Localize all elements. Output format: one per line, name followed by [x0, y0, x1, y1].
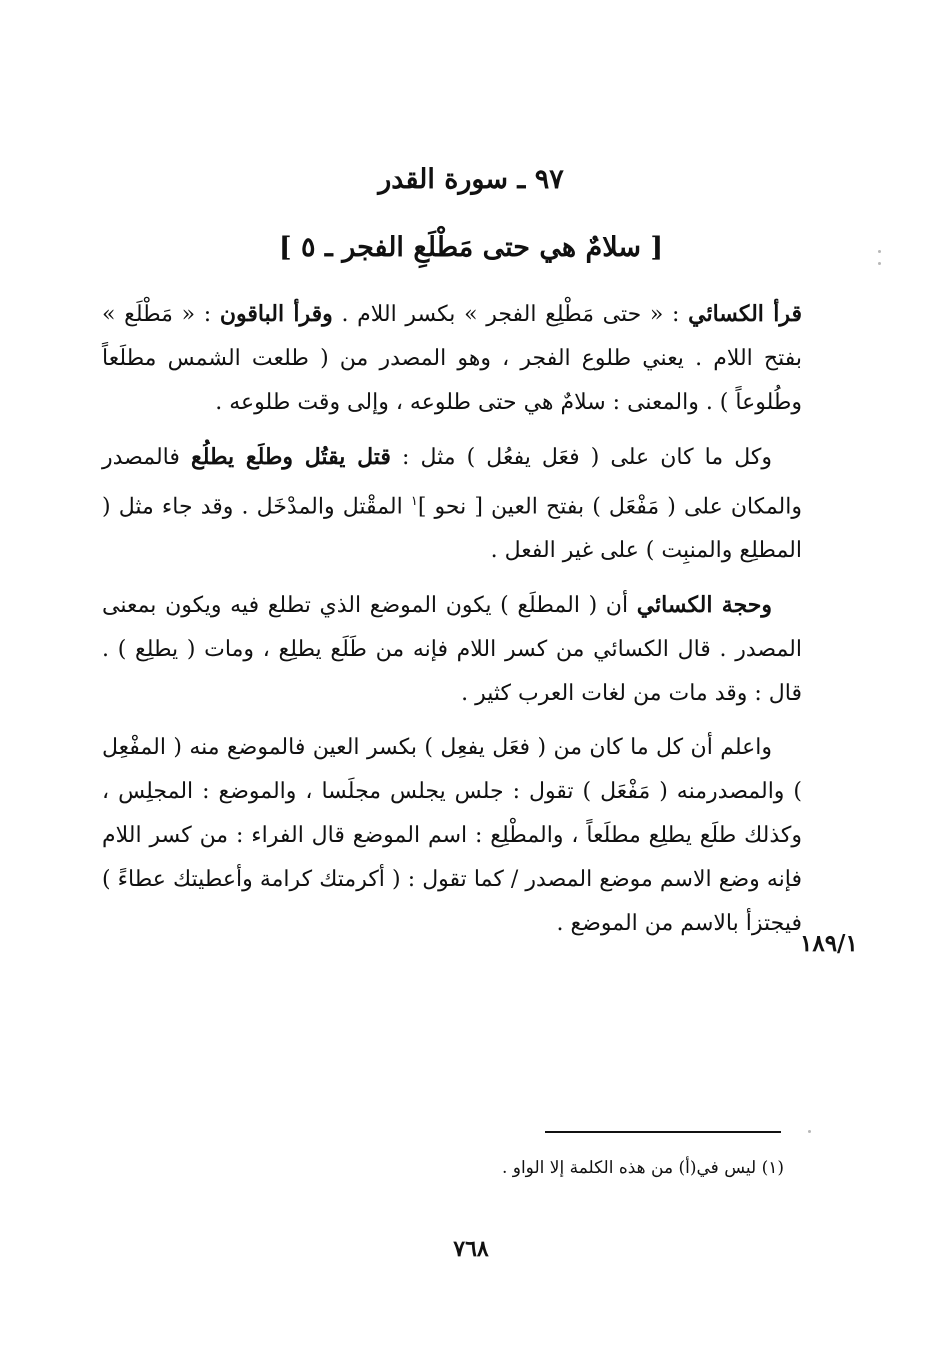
paragraph: [102, 583, 802, 716]
text-run: واعلم أن كل ما كان من ( فعَل يفعِل ) بكسر العين فالموضع منه ( المفْعِل ) والمصدرمنه ( مَفْعَل ) تقول : جلس يجلس مجلَسا ، والموضع : المجلِس ، وكذلك طلَع يطلِع مطلَعاً ، والمطْلِع : اسم الموضع قال الفراء : من كسر اللام فإنه وضع الاسم موضع المصدر / كما تقول : ( أكرمتك كرامة وأعطيتك عطاءً ) فيجتزأ بالاسم من الموضع .: [102, 735, 802, 937]
scan-speck: [878, 250, 881, 253]
margin-reference: ١٨٩/١: [800, 930, 858, 957]
bold-phrase: وحجة الكسائي: [636, 592, 773, 619]
verse-title: [ سلامٌ هي حتى مَطْلَعِ الفجر ـ ٥ ]: [278, 232, 664, 263]
body-text: [102, 292, 802, 956]
text-run: : « مَطْلَع » بفتح اللام . يعني طلوع الفجر ، وهو المصدر من ( طلعت الشمس مطلَعاً وطُلوعاً ) . والمعنى : سلامٌ هي حتى طلوعه ، وإلى وقت طلوعه .: [102, 302, 802, 415]
text-run: فالمصدر والمكان على ( مَفْعَل ) بفتح العين [ نحو ]: [102, 445, 802, 520]
footnote-marker: ١: [410, 494, 418, 509]
text-run: المقْتل والمدْخَل . وقد جاء مثل ( المطلِع والمنبِت ) على غير الفعل .: [102, 494, 802, 564]
bold-phrase: قتل يقتُل وطلَع يطلُع: [190, 444, 391, 470]
scan-speck: [808, 1130, 811, 1133]
text-run: : « حتى مَطْلِع الفجر » بكسر اللام .: [332, 302, 689, 327]
footnote-divider: [545, 1131, 781, 1133]
page-number: ٧٦٨: [453, 1236, 489, 1262]
paragraph: [102, 292, 802, 425]
bold-phrase: وقرأ الباقون: [219, 301, 333, 327]
footnote: (١) ليس في(أ) من هذه الكلمة إلا الواو .: [501, 1158, 784, 1178]
paragraph: [102, 435, 802, 573]
text-run: وكل ما كان على ( فعَل يفعُل ) مثل :: [390, 445, 772, 470]
paragraph: [102, 726, 802, 946]
bold-phrase: قرأ الكسائي: [688, 301, 803, 327]
scan-speck: [878, 262, 881, 265]
text-run: أن ( المطلَع ) يكون الموضع الذي تطلع فيه ويكون بمعنى المصدر . قال الكسائي من كسر اللام فإنه من طَلَع يطلِع ، ومات ( يطلِع ) . قال : وقد مات من لغات العرب كثير .: [102, 593, 802, 707]
surah-title: ٩٧ ـ سورة القدر: [378, 164, 564, 195]
